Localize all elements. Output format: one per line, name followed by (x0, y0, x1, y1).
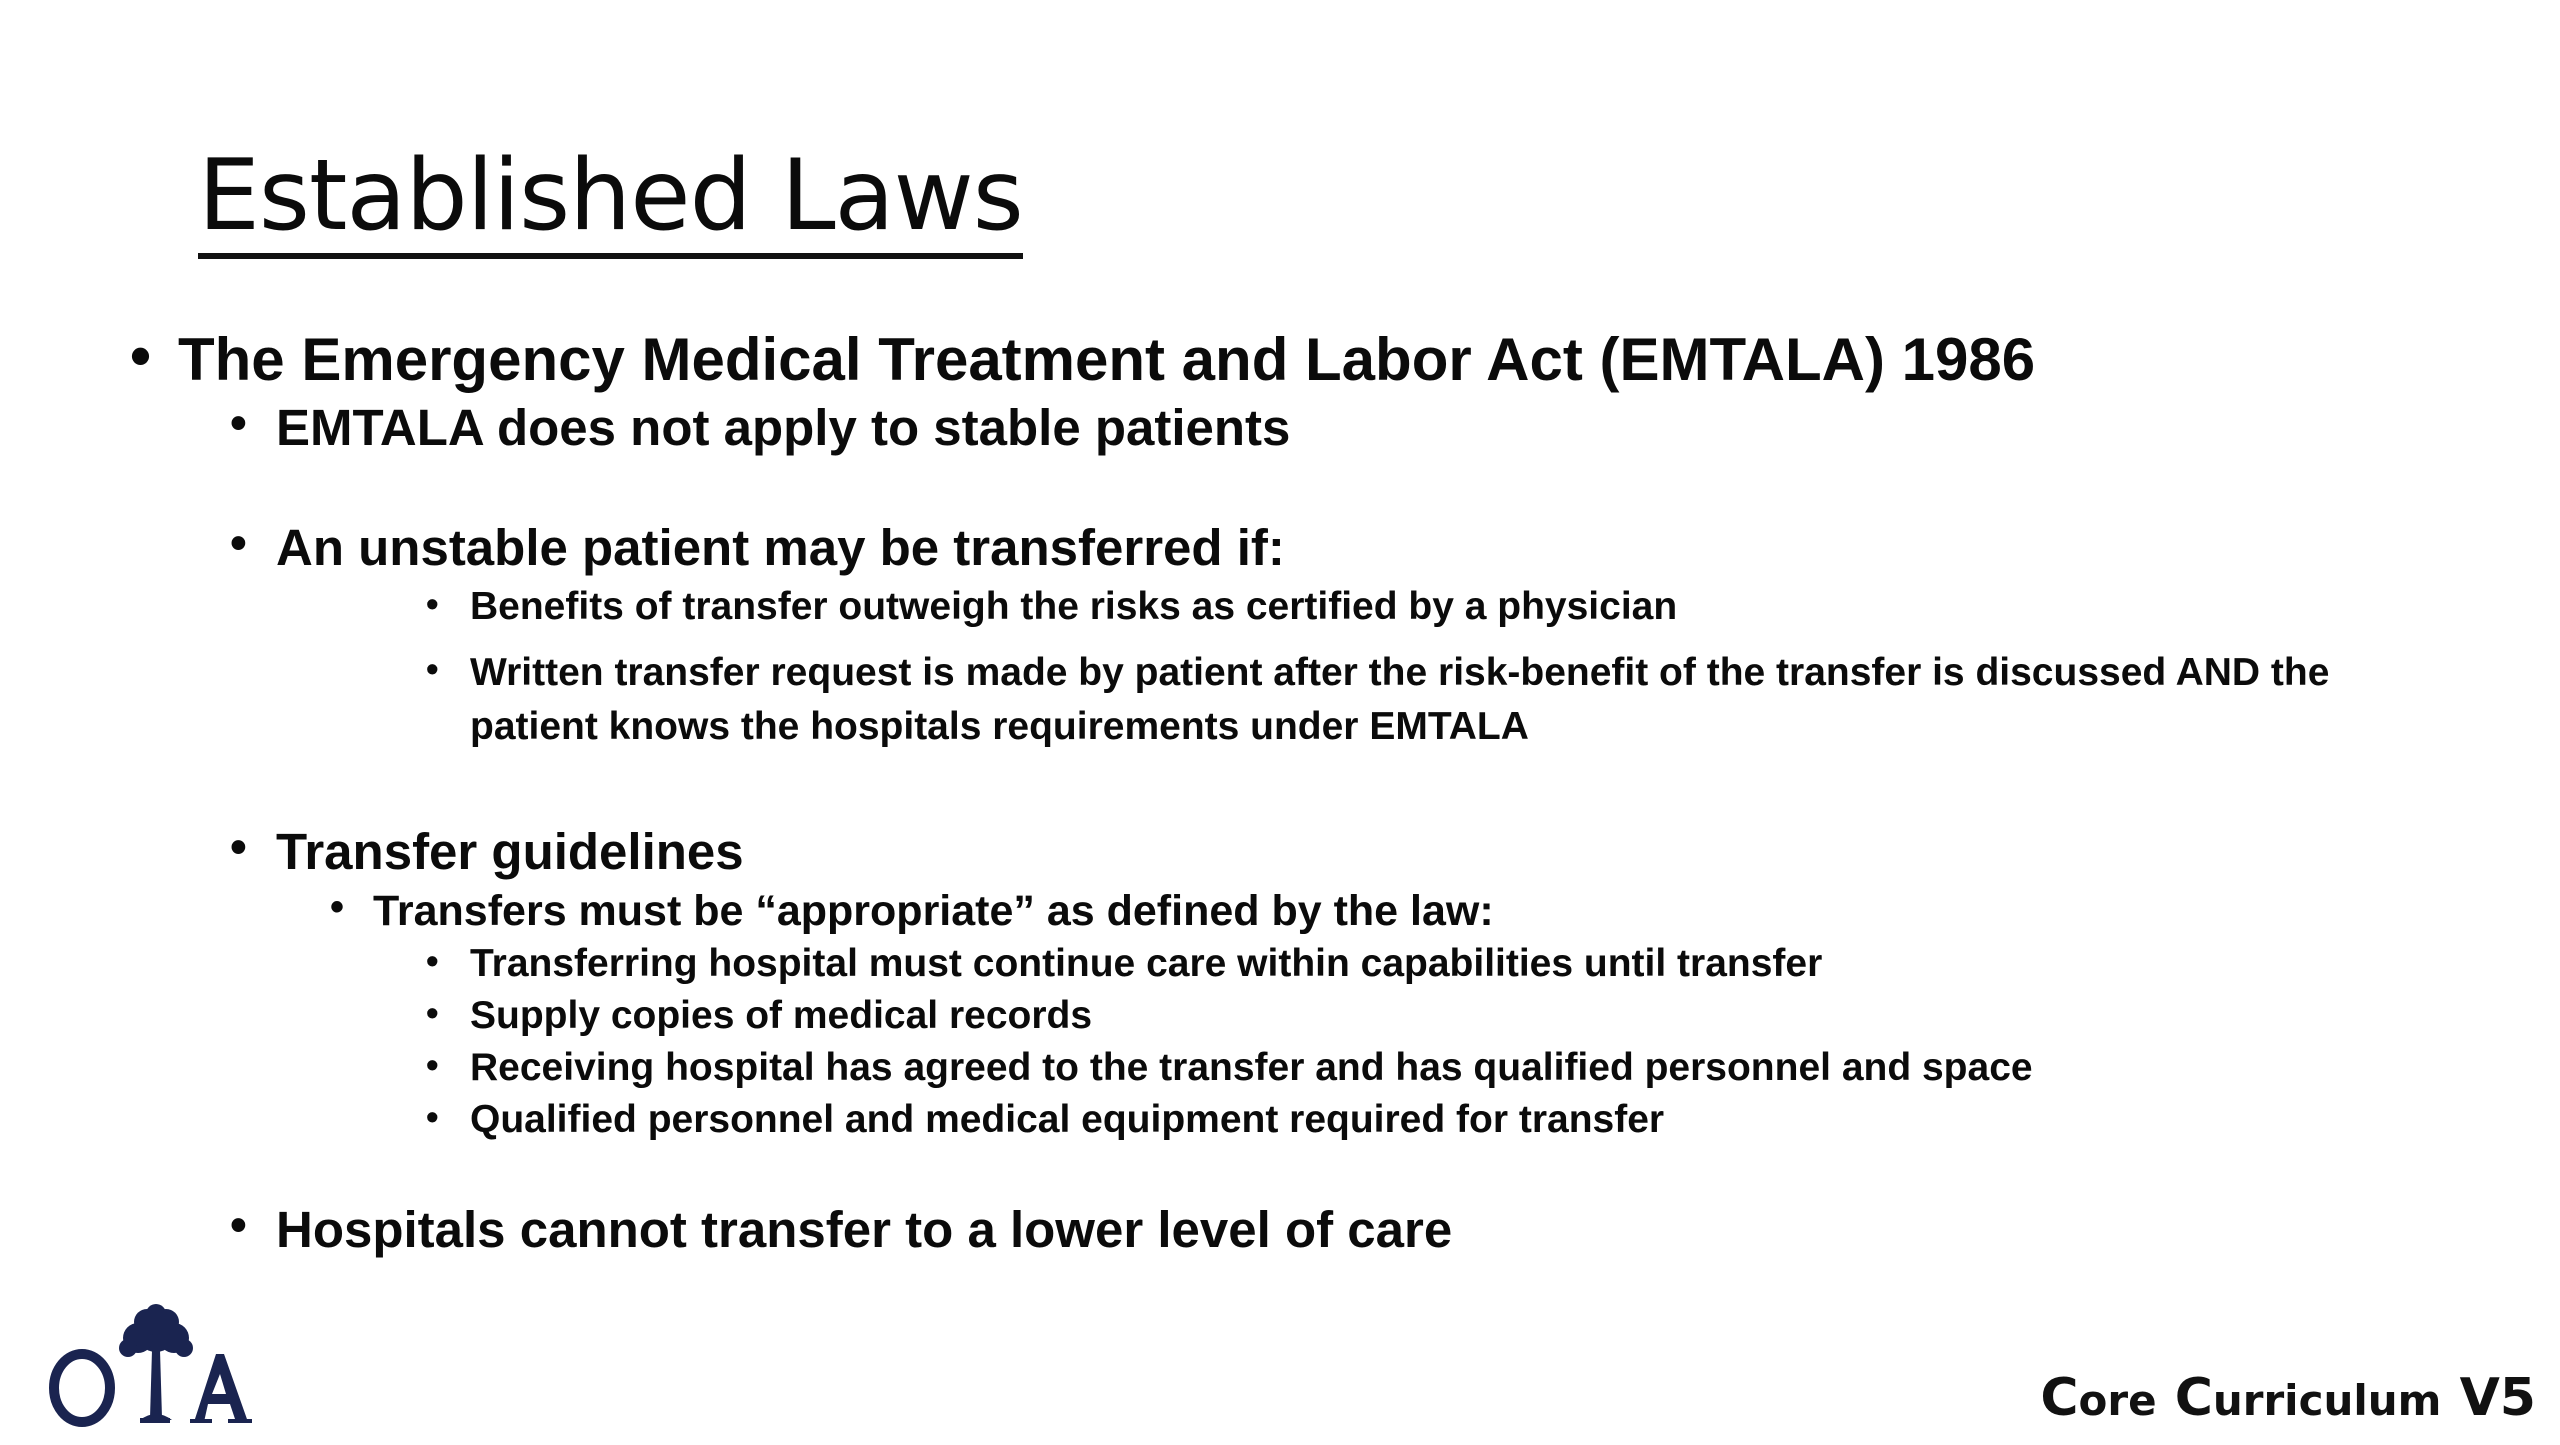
bullet-item-benefits (426, 583, 1678, 629)
bullet-marker: • (230, 397, 247, 450)
bullet-marker: • (130, 322, 152, 389)
bullet-item-unstable-patient (230, 517, 1285, 577)
bullet-marker: • (426, 992, 439, 1033)
bullet-text: Transferring hospital must continue care within capabilities until transfer (470, 942, 1823, 985)
bullet-item-emtala-act (130, 322, 2036, 394)
ota-logo (44, 1300, 256, 1440)
bullet-item-lower-level (230, 1199, 1453, 1259)
brand-c2: C (2174, 1368, 2213, 1428)
bullet-marker: • (426, 583, 439, 624)
bullet-text: Benefits of transfer outweigh the risks as certified by a physician (470, 585, 1678, 628)
brand-c1: C (2040, 1368, 2079, 1428)
bullet-marker: • (230, 517, 247, 570)
bullet-text: An unstable patient may be transferred if: (276, 519, 1285, 576)
brand-urriculum: urriculum (2212, 1376, 2442, 1425)
slide-title: Established Laws (198, 140, 1023, 259)
bullet-item-appropriate (330, 885, 1494, 936)
bullet-item-medical-records (426, 992, 1093, 1038)
bullet-text: Transfers must be “appropriate” as defined by the law: (373, 887, 1494, 935)
bullet-marker: • (230, 1199, 247, 1252)
bullet-item-continue-care (426, 940, 1823, 986)
bullet-item-written-request (426, 646, 2410, 754)
bullet-item-receiving-hospital (426, 1044, 2033, 1090)
bullet-text: Written transfer request is made by patient after the risk-benefit of the transfer is discussed AND the patient knows the hospitals requirements under EMTALA (470, 651, 2330, 748)
brand-ore: ore (2078, 1376, 2157, 1425)
bullet-text: EMTALA does not apply to stable patients (276, 399, 1291, 456)
bullet-marker: • (330, 885, 345, 929)
bullet-text: Receiving hospital has agreed to the transfer and has qualified personnel and space (470, 1046, 2033, 1089)
bullet-text: Transfer guidelines (276, 823, 744, 880)
bullet-marker: • (426, 648, 439, 689)
bullet-item-transfer-guidelines (230, 821, 744, 881)
bullet-text: Hospitals cannot transfer to a lower level of care (276, 1201, 1453, 1258)
brand-version: V5 (2459, 1368, 2536, 1428)
bullet-text: The Emergency Medical Treatment and Labor Act (EMTALA) 1986 (178, 326, 2036, 393)
bullet-text: Qualified personnel and medical equipment required for transfer (470, 1098, 1665, 1141)
bullet-item-qualified-personnel (426, 1096, 1665, 1142)
bullet-marker: • (426, 1096, 439, 1137)
core-curriculum-brand (2040, 1368, 2536, 1428)
bullet-marker: • (426, 1044, 439, 1085)
bullet-marker: • (230, 821, 247, 874)
bullet-text: Supply copies of medical records (470, 994, 1093, 1037)
ota-logo-graphic (44, 1300, 256, 1440)
bullet-item-stable-patients (230, 397, 1291, 457)
bullet-marker: • (426, 940, 439, 981)
